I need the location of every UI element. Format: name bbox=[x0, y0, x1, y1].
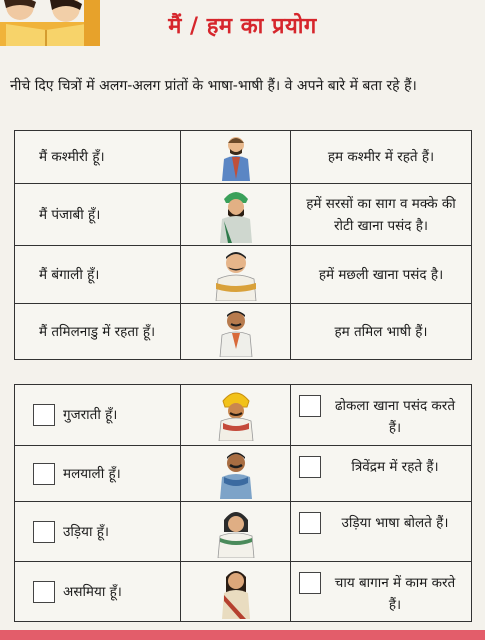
kashmiri-man-icon bbox=[181, 131, 291, 183]
fact-cell: त्रिवेंद्रम में रहते हैं। bbox=[351, 459, 439, 475]
table-row bbox=[15, 385, 471, 445]
statement-cell: मैं तमिलनाडु में रहता हूँ। bbox=[15, 304, 181, 359]
statement-cell: उड़िया हूँ। bbox=[63, 523, 110, 540]
table-row bbox=[15, 445, 471, 501]
decorative-bottom-band bbox=[0, 630, 485, 640]
assamese-woman-icon bbox=[181, 562, 291, 621]
statement-cell: मैं कश्मीरी हूँ। bbox=[15, 131, 181, 183]
answer-checkbox[interactable] bbox=[33, 581, 55, 603]
fact-cell: ढोकला खाना पसंद करते हैं। bbox=[334, 398, 456, 436]
gujarati-man-icon bbox=[181, 385, 291, 445]
answer-checkbox[interactable] bbox=[299, 512, 321, 534]
page-title: मैं / हम का प्रयोग bbox=[168, 14, 317, 39]
fact-cell: हमें सरसों का साग व मक्के की रोटी खाना पसंद है। bbox=[306, 195, 456, 234]
odia-woman-icon bbox=[181, 502, 291, 561]
fact-cell: उड़िया भाषा बोलते हैं। bbox=[341, 515, 449, 531]
fact-cell: चाय बागान में काम करते हैं। bbox=[334, 575, 456, 613]
table-row bbox=[15, 501, 471, 561]
statement-cell: असमिया हूँ। bbox=[63, 583, 122, 600]
statement-cell: मैं बंगाली हूँ। bbox=[15, 246, 181, 303]
example-table bbox=[14, 130, 472, 360]
answer-checkbox[interactable] bbox=[33, 463, 55, 485]
statement-cell: मलयाली हूँ। bbox=[63, 465, 121, 482]
fact-cell: हमें मछली खाना पसंद है। bbox=[318, 266, 444, 283]
statement-cell: गुजराती हूँ। bbox=[63, 407, 118, 423]
table-row bbox=[15, 183, 471, 245]
answer-checkbox[interactable] bbox=[299, 395, 321, 417]
bengali-man-icon bbox=[181, 246, 291, 303]
exercise-table bbox=[14, 384, 472, 622]
table-row bbox=[15, 131, 471, 183]
table-row bbox=[15, 561, 471, 621]
punjabi-man-icon bbox=[181, 184, 291, 245]
instructions-text: नीचे दिए चित्रों में अलग-अलग प्रांतों के भाषा-भाषी हैं। वे अपने बारे में बता रहे हैं। bbox=[10, 78, 417, 94]
statement-cell: मैं पंजाबी हूँ। bbox=[15, 184, 181, 245]
fact-cell: हम तमिल भाषी हैं। bbox=[334, 323, 428, 340]
tamil-man-icon bbox=[181, 304, 291, 359]
malayali-man-icon bbox=[181, 446, 291, 501]
fact-cell: हम कश्मीर में रहते हैं। bbox=[327, 149, 435, 165]
table-row bbox=[15, 303, 471, 359]
answer-checkbox[interactable] bbox=[33, 404, 55, 426]
answer-checkbox[interactable] bbox=[299, 572, 321, 594]
table-row bbox=[15, 245, 471, 303]
answer-checkbox[interactable] bbox=[33, 521, 55, 543]
answer-checkbox[interactable] bbox=[299, 456, 321, 478]
